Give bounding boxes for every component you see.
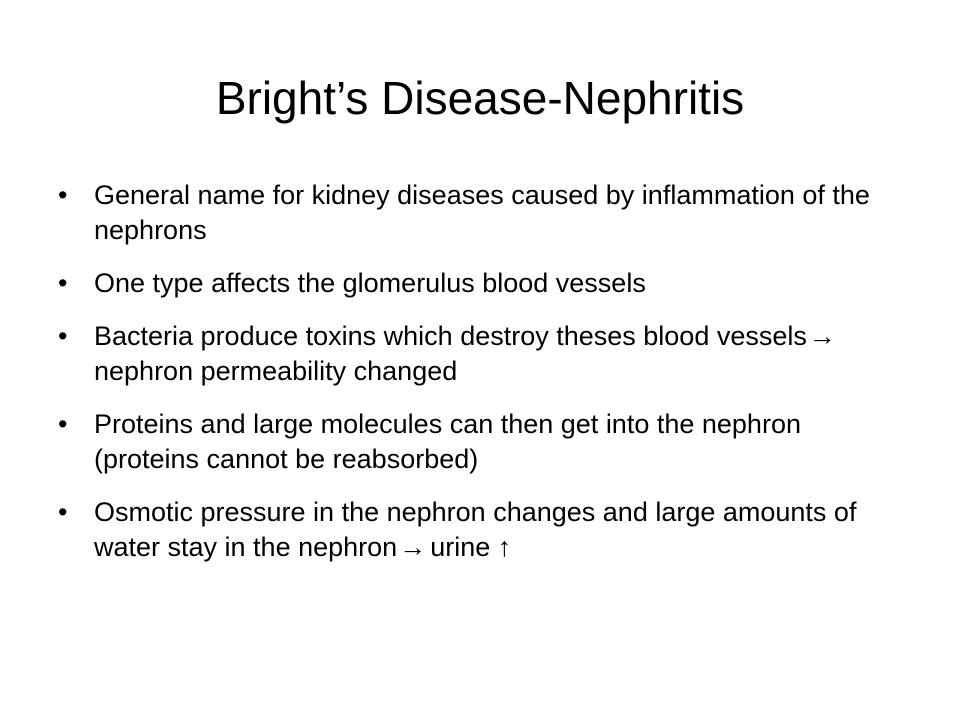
bullet-item-1 [58,178,894,248]
bullet-text: Proteins and large molecules can then get into the nephron (proteins cannot be reabsorbed) [94,409,801,474]
bullet-item-4 [58,407,894,477]
bullet-text-before-arrow: Osmotic pressure in the nephron changes and large amounts of water stay in the nephron [94,497,857,562]
bullet-text: One type affects the glomerulus blood vessels [94,268,646,298]
bullet-item-2 [58,266,894,301]
bullet-dot-icon: • [58,268,68,298]
bullet-text-after-arrow: urine ↑ [430,532,512,562]
bullet-dot-icon: • [58,321,68,351]
bullet-dot-icon: • [58,409,68,439]
bullet-text-before-arrow: Bacteria produce toxins which destroy theses blood vessels [94,321,807,351]
bullet-item-3 [58,319,894,389]
slide-title: Bright’s Disease-Nephritis [215,72,745,124]
bullet-list [58,178,894,583]
bullet-dot-icon: • [58,497,68,527]
right-arrow-icon: → [399,532,427,562]
right-arrow-icon: → [808,321,836,351]
bullet-text-after-arrow: nephron permeability changed [94,356,458,386]
bullet-dot-icon: • [58,180,68,210]
bullet-item-5 [58,495,894,565]
bullet-text: General name for kidney diseases caused by inflammation of the nephrons [94,180,870,245]
